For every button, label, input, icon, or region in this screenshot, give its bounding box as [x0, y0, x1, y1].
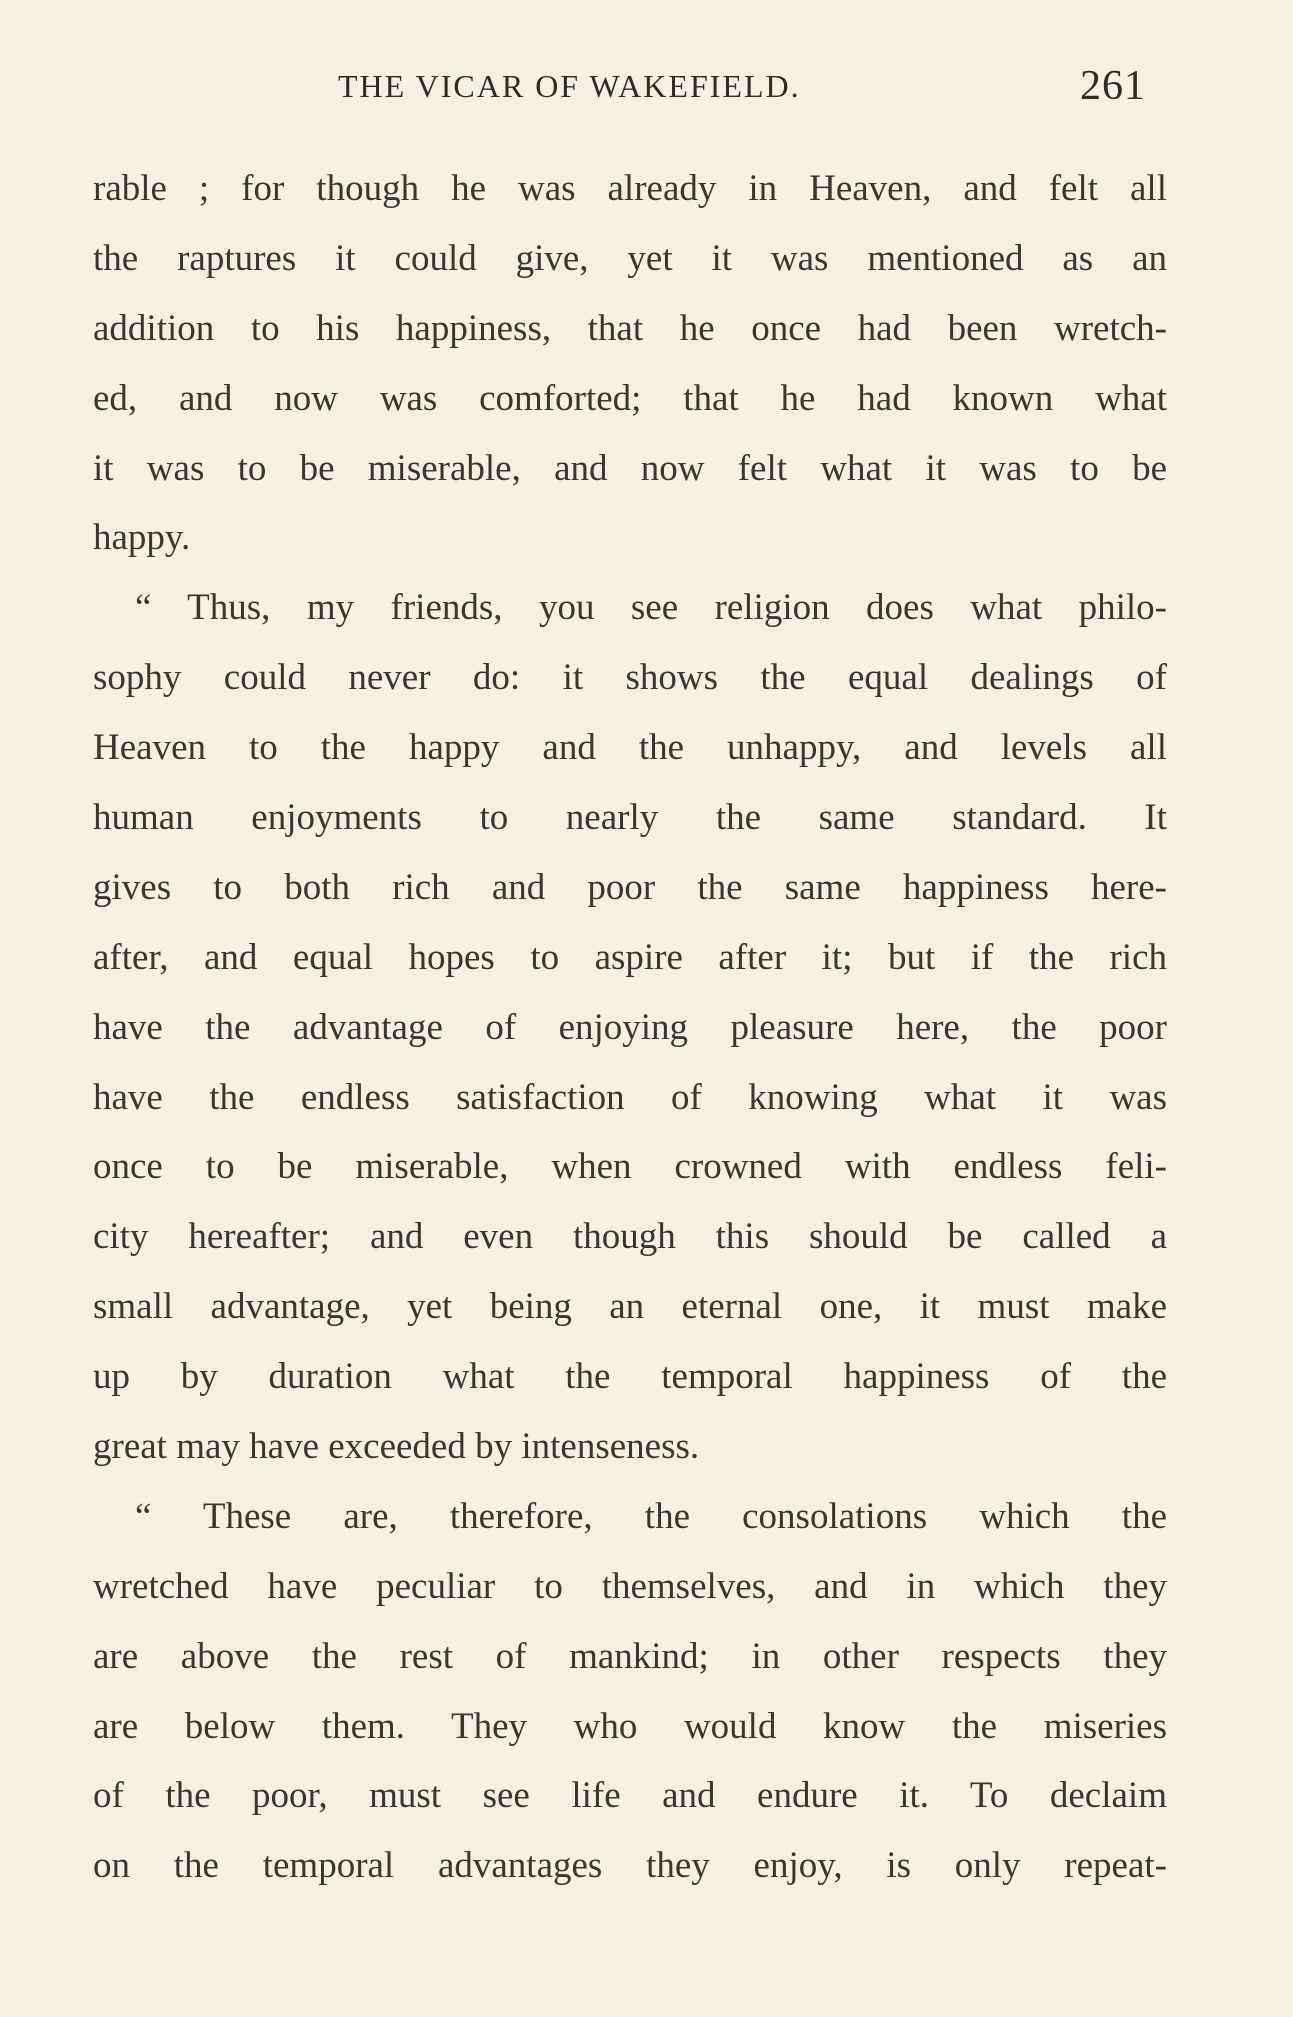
text-line: Heaven to the happy and the unhappy, and levels all [93, 727, 1167, 769]
text-line: city hereafter; and even though this should be called a [93, 1216, 1167, 1258]
text-line: “ Thus, my friends, you see religion does what philo- [135, 587, 1167, 629]
text-line: of the poor, must see life and endure it. To declaim [93, 1775, 1167, 1817]
text-line: have the endless satisfaction of knowing what it was [93, 1076, 1167, 1118]
text-line: great may have exceeded by intenseness. [93, 1426, 700, 1468]
text-line: are below them. They who would know the miseries [93, 1705, 1167, 1747]
page-number: 261 [1080, 63, 1146, 109]
text-line: up by duration what the temporal happiness of the [93, 1356, 1167, 1398]
text-line: on the temporal advantages they enjoy, is only repeat- [93, 1845, 1167, 1887]
text-line: have the advantage of enjoying pleasure here, the poor [93, 1006, 1167, 1048]
running-title: THE VICAR OF WAKEFIELD. [338, 68, 801, 104]
running-head [0, 62, 1293, 122]
text-line: addition to his happiness, that he once had been wretch- [93, 307, 1167, 349]
text-line: are above the rest of mankind; in other respects they [93, 1635, 1167, 1677]
text-line: it was to be miserable, and now felt what it was to be [93, 447, 1167, 489]
text-line: rable ; for though he was already in Heaven, and felt all [93, 168, 1167, 209]
text-line: after, and equal hopes to aspire after it; but if the rich [93, 936, 1167, 978]
text-line: human enjoyments to nearly the same standard. It [93, 797, 1167, 839]
text-line: once to be miserable, when crowned with endless feli- [93, 1146, 1167, 1188]
text-line: wretched have peculiar to themselves, and in which they [93, 1565, 1167, 1607]
text-line: the raptures it could give, yet it was mentioned as an [93, 237, 1167, 279]
text-line: gives to both rich and poor the same happiness here- [93, 866, 1167, 908]
text-line: “ These are, therefore, the consolations which the [135, 1495, 1167, 1537]
text-line: ed, and now was comforted; that he had known what [93, 377, 1167, 419]
body-text [93, 154, 1167, 1901]
text-line: sophy could never do: it shows the equal dealings of [93, 657, 1167, 699]
text-line: small advantage, yet being an eternal one, it must make [93, 1286, 1167, 1328]
text-line: happy. [93, 517, 191, 559]
